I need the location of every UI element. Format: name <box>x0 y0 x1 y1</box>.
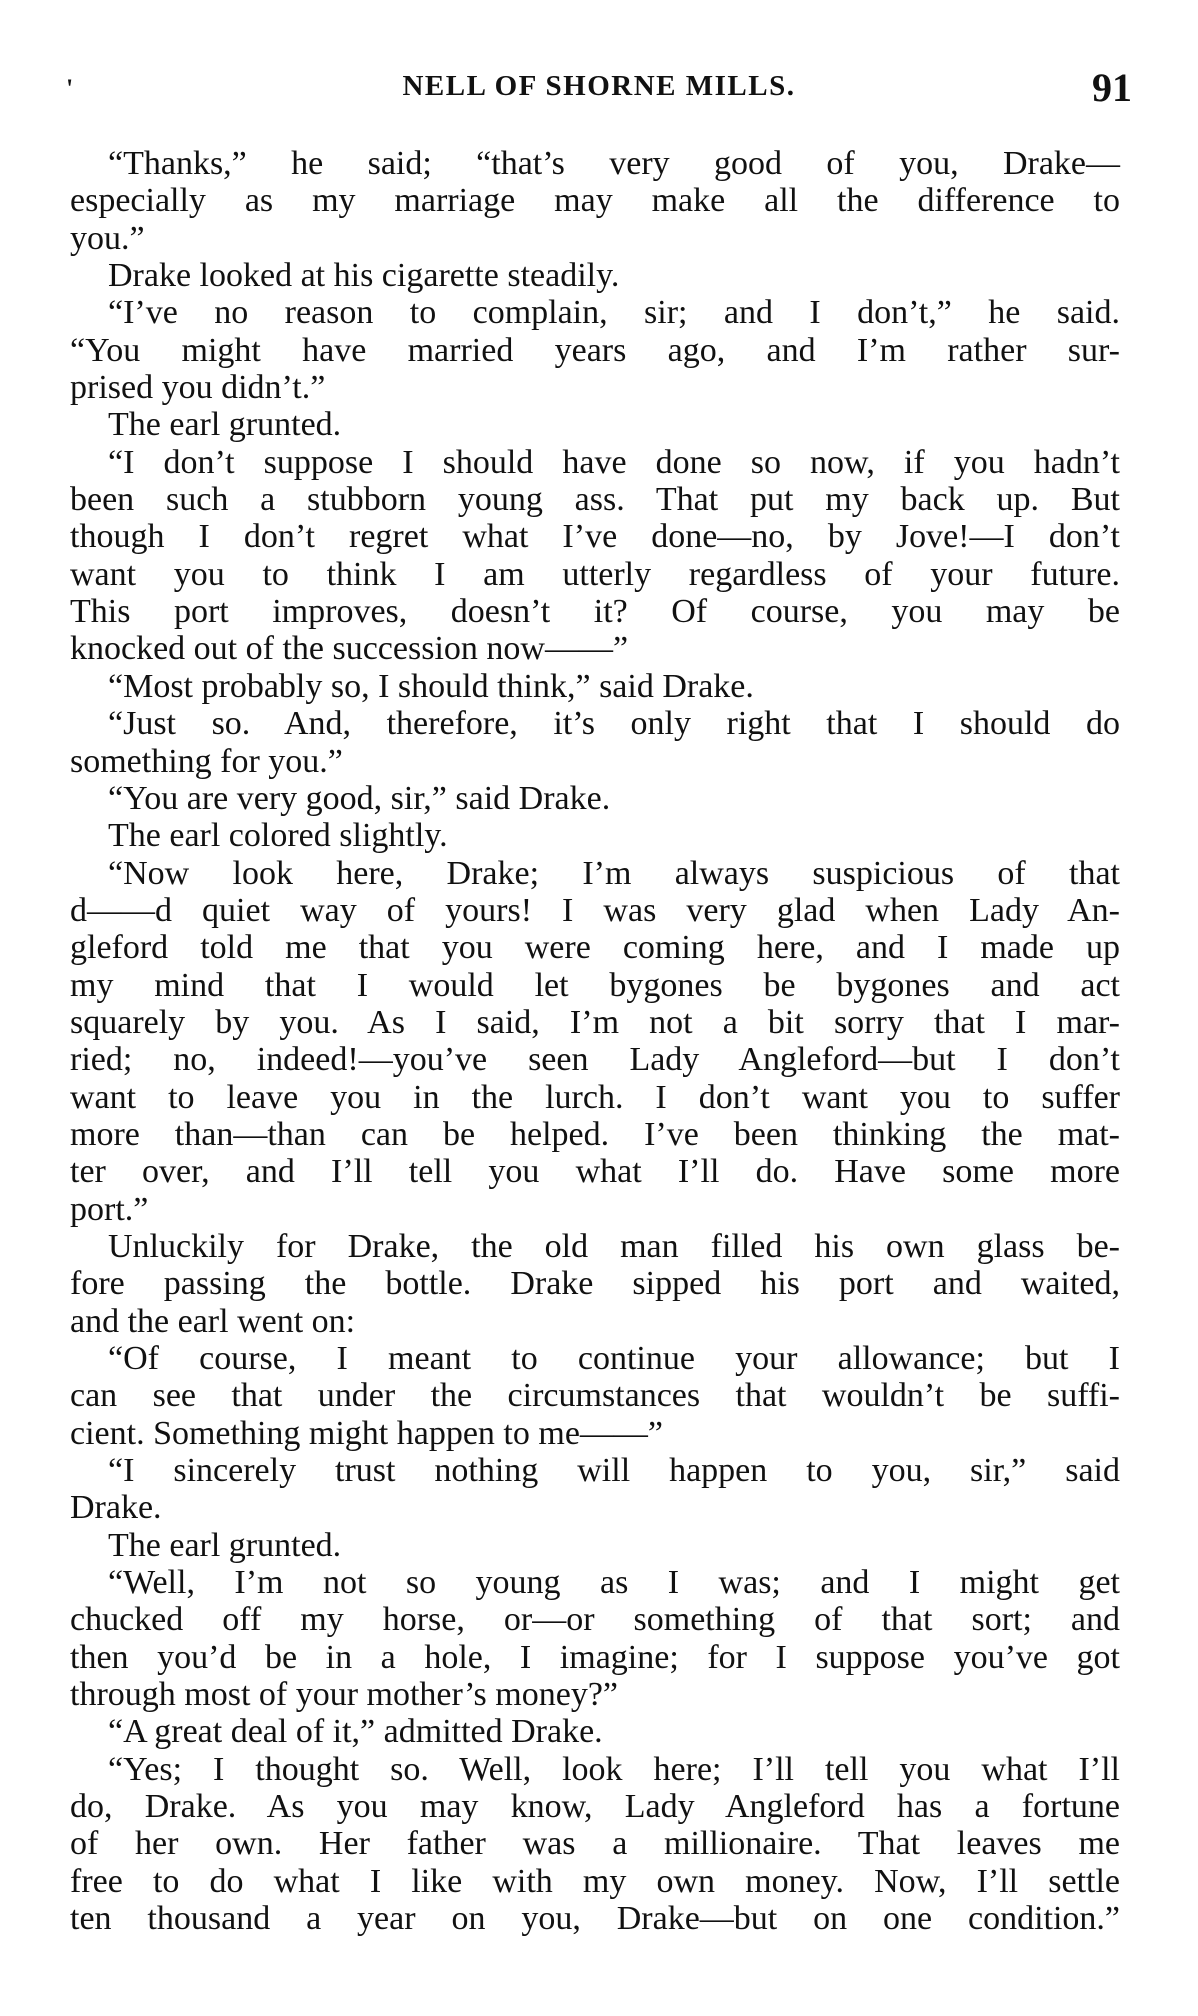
text-line: chucked off my horse, or—or something of that sort; and <box>70 1601 1120 1639</box>
text-line: “Just so. And, therefore, it’s only right that I should do <box>108 705 1120 743</box>
text-line: “Thanks,” he said; “that’s very good of you, Drake— <box>108 145 1120 182</box>
text-line: “I’ve no reason to complain, sir; and I don’t,” he said. <box>108 294 1120 332</box>
text-line: “Of course, I meant to continue your allowance; but I <box>108 1340 1120 1377</box>
text-line: want to leave you in the lurch. I don’t want you to suffer <box>70 1078 1120 1116</box>
running-title: NELL OF SHORNE MILLS. <box>402 70 796 102</box>
text-line: more than—than can be helped. I’ve been thinking the mat- <box>70 1115 1120 1153</box>
text-line: “I don’t suppose I should have done so now, if you hadn’t <box>108 443 1120 481</box>
text-line: do, Drake. As you may know, Lady Angleford has a fortune <box>70 1788 1120 1826</box>
text-line: been such a stubborn young ass. That put my back up. But <box>70 481 1120 519</box>
text-line: ter over, and I’ll tell you what I’ll do. Have some more <box>70 1153 1120 1191</box>
text-line: This port improves, doesn’t it? Of course, you may be <box>70 593 1120 631</box>
text-line: Drake looked at his cigarette steadily. <box>108 257 620 295</box>
text-line: ten thousand a year on you, Drake—but on one condition.” <box>70 1900 1120 1938</box>
text-line: The earl colored slightly. <box>108 817 448 855</box>
text-line: d——d quiet way of yours! I was very glad when Lady An- <box>70 891 1120 929</box>
text-line: fore passing the bottle. Drake sipped his port and waited, <box>70 1265 1120 1303</box>
text-line: then you’d be in a hole, I imagine; for I suppose you’ve got <box>70 1638 1120 1676</box>
text-line: “You are very good, sir,” said Drake. <box>108 779 611 817</box>
text-line: ried; no, indeed!—you’ve seen Lady Angleford—but I don’t <box>70 1041 1120 1079</box>
text-line: The earl grunted. <box>108 1526 342 1564</box>
text-line: “A great deal of it,” admitted Drake. <box>108 1713 603 1751</box>
text-line: “You might have married years ago, and I’m rather sur- <box>70 331 1120 369</box>
text-line: though I don’t regret what I’ve done—no, by Jove!—I don’t <box>70 518 1120 556</box>
text-line: through most of your mother’s money?” <box>70 1676 619 1714</box>
text-line: of her own. Her father was a millionaire. That leaves me <box>70 1825 1120 1863</box>
text-line: “Well, I’m not so young as I was; and I might get <box>108 1564 1120 1602</box>
text-line: can see that under the circumstances that wouldn’t be suffi- <box>70 1377 1120 1415</box>
text-line: The earl grunted. <box>108 406 342 444</box>
body-text <box>70 145 1120 1938</box>
text-line: prised you didn’t.” <box>70 369 326 407</box>
running-head <box>66 65 1132 114</box>
text-line: “Now look here, Drake; I’m always suspicious of that <box>108 854 1120 892</box>
text-line: port.” <box>70 1190 149 1228</box>
text-line: “Yes; I thought so. Well, look here; I’ll tell you what I’ll <box>108 1750 1120 1788</box>
text-line: “Most probably so, I should think,” said Drake. <box>108 667 754 705</box>
text-line: you.” <box>70 219 145 257</box>
text-line: knocked out of the succession now——” <box>70 630 629 668</box>
page-number: 91 <box>1092 65 1132 110</box>
text-line: something for you.” <box>70 742 343 780</box>
text-line: Drake. <box>70 1489 162 1527</box>
text-line: gleford told me that you were coming here, and I made up <box>70 929 1120 967</box>
text-line: want you to think I am utterly regardless of your future. <box>70 555 1120 593</box>
text-line: my mind that I would let bygones be bygones and act <box>70 966 1120 1004</box>
text-line: Unluckily for Drake, the old man filled his own glass be- <box>108 1227 1120 1265</box>
text-line: especially as my marriage may make all the difference to <box>70 182 1120 220</box>
print-mark: ' <box>66 74 74 103</box>
text-line: “I sincerely trust nothing will happen to you, sir,” said <box>108 1452 1120 1490</box>
text-line: free to do what I like with my own money. Now, I’ll settle <box>70 1862 1120 1900</box>
text-line: and the earl went on: <box>70 1302 356 1340</box>
text-line: squarely by you. As I said, I’m not a bit sorry that I mar- <box>70 1003 1120 1041</box>
text-line: cient. Something might happen to me——” <box>70 1414 664 1452</box>
